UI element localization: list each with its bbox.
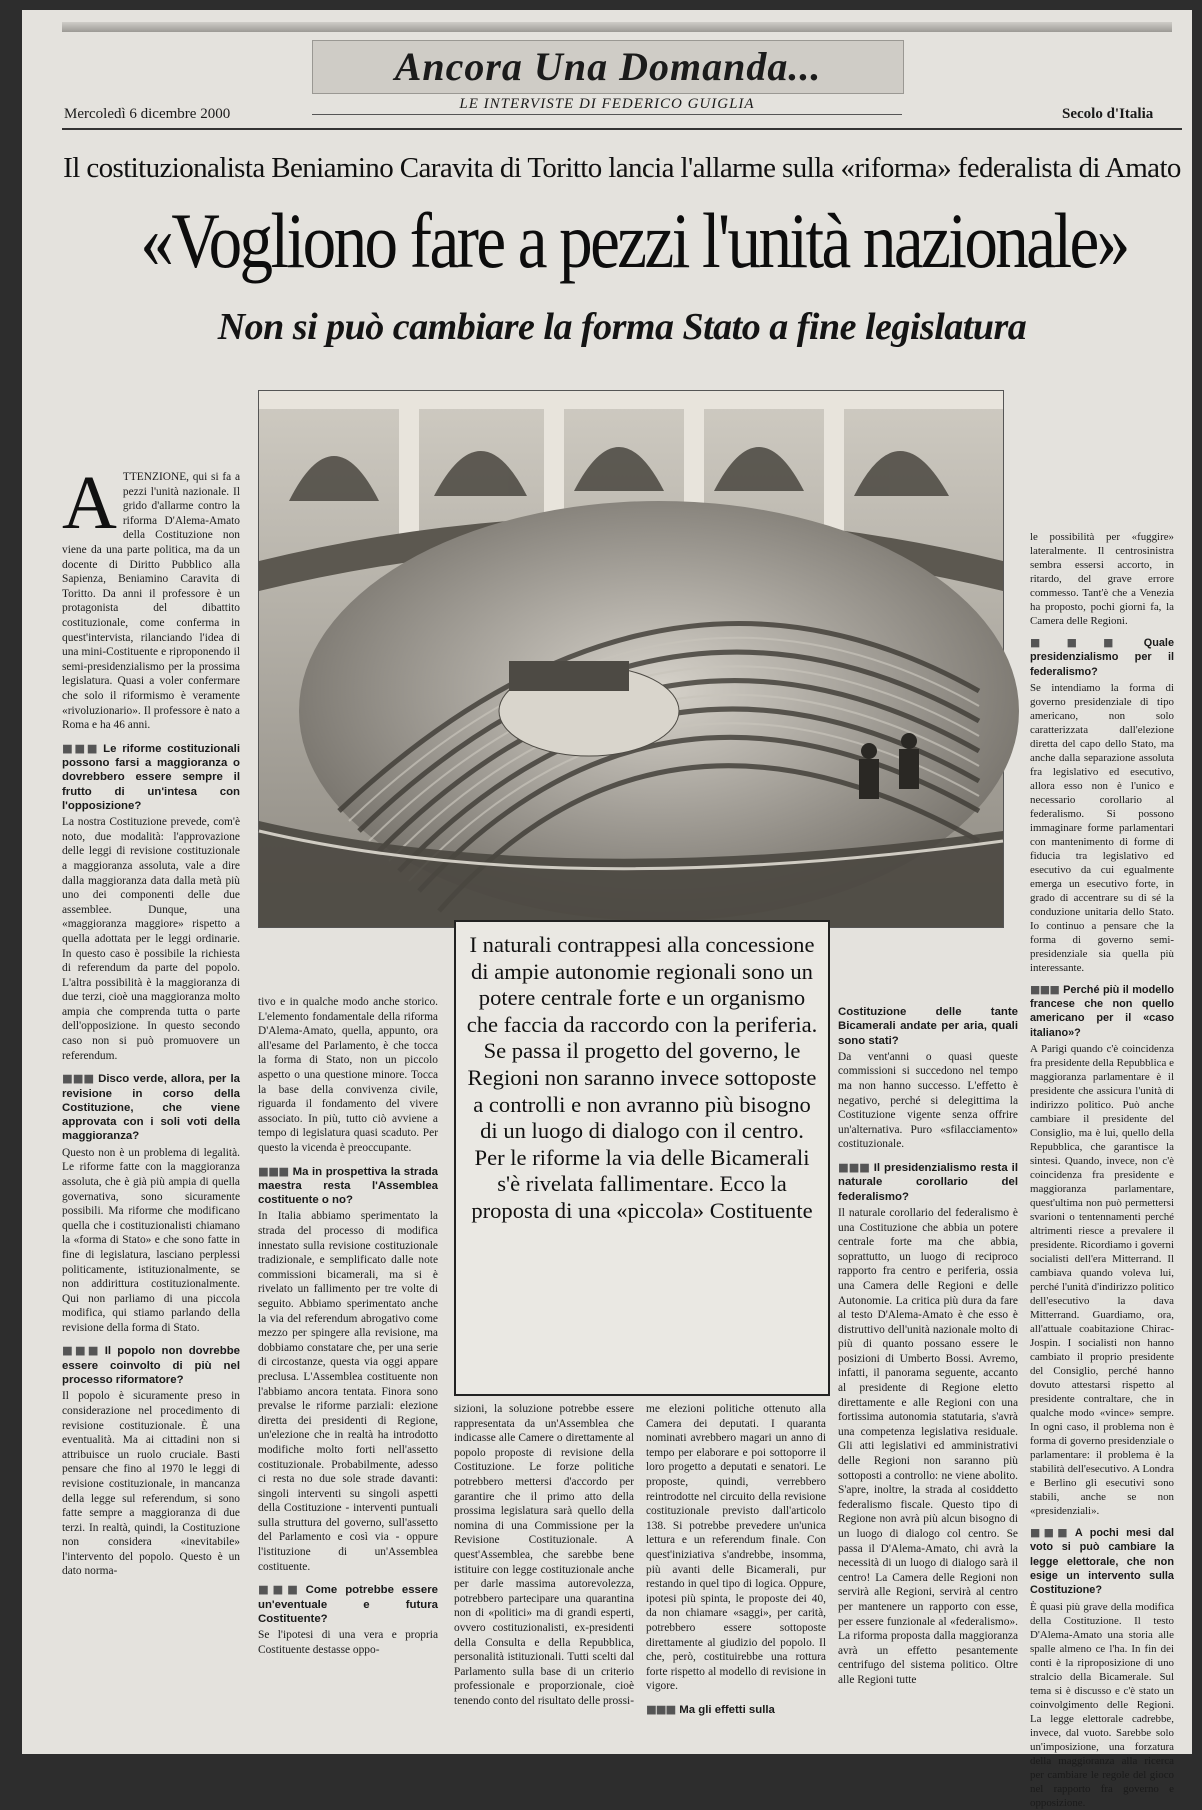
question-marker-icon: ■■■	[646, 1701, 676, 1716]
kicker: Il costituzionalista Beniamino Caravita di Toritto lancia l'allarme sulla «riforma» federalista di Amato	[63, 152, 1181, 184]
answer-9: Se intendiamo la forma di governo presidenziale di tipo americano, non solo caratterizzata dall'elezione diretta del capo dello Stato, ma anche dalla separazione assoluta fra legislativo ed esecutivo, allora esso non è l'unico e necessario corollario al federalismo. Si possono immaginare forme parlamentari con mantenimento di forme di fiducia tra legislativo ed esecutivo da cui egualmente emerga un esecutivo forte, in grado di accentrare su di sé la conduzione unitaria dello Stato. Io continuo a pensare che la forma di governo semi-presidenziale sia quella più interessante.	[1030, 681, 1174, 974]
question-4: ■■■ Ma in prospettiva la strada maestra resta l'Assemblea costituente o no?	[258, 1163, 438, 1207]
article-column-3	[454, 1402, 634, 1742]
question-6: ■■■ Ma gli effetti sulla	[646, 1701, 775, 1716]
question-marker-icon: ■■■	[62, 740, 100, 755]
question-marker-icon: ■■■	[62, 1071, 95, 1086]
question-marker-icon: ■■■	[1030, 636, 1140, 649]
answer-5-continued: sizioni, la soluzione potrebbe essere rappresentata da un'Assemblea che indicasse alle Camere o direttamente al popolo proposte di revisione della Costituzione. Le forze politiche potrebbero mettersi d'accordo per garantire che il primo atto della prossima legislatura sarà quello della nomina di una Commissione per la Revisione Costituzionale. A quest'Assemblea, che sarebbe bene istituire con legge costituzionale anche per darle massima autorevolezza, potrebbero partecipare una quarantina non di «politici» ma di grandi esperti, ovvero costituzionalisti, ex-presidenti della Consulta e della Repubblica, personalità istituzionali. Tutti scelti dal Parlamento sulla base di un criterio professionale e proporzionale, cioè tenendo conto del risultato delle prossi-	[454, 1403, 634, 1707]
parliament-chamber-image	[259, 391, 1003, 927]
article-column-2	[258, 995, 438, 1735]
question-8: ■■■ Il presidenzialismo resta il naturale corollario del federalismo?	[838, 1160, 1018, 1203]
question-2: ■■■ Disco verde, allora, per la revisione in corso della Costituzione, che viene approvata con i soli voti della maggioranza?	[62, 1071, 240, 1143]
dropcap: A	[62, 461, 117, 545]
question-marker-icon: ■■■	[258, 1582, 302, 1597]
dateline: Mercoledì 6 dicembre 2000	[64, 106, 231, 122]
headline: «Vogliono fare a pezzi l'unità nazionale»	[140, 197, 1128, 284]
article-column-1	[62, 461, 240, 1740]
question-9: ■■■ Quale presidenzialismo per il federalismo?	[1030, 636, 1174, 678]
question-7: Costituzione delle tante Bicamerali andate per aria, quali sono stati?	[838, 1006, 1018, 1047]
answer-11: È quasi più grave della modifica della Costituzione. Il testo D'Alema-Amato una storia alle spalle almeno ce l'ha. In fin dei conti è la riproposizione di uno stralcio della Bicamerale. Sul tema si è discusso e c'è stato un coinvolgimento delle Regioni. La legge elettorale cadrebbe, invece, dal vuoto. Sarebbe solo un'imposizione, una forzatura della maggioranza alla ricerca per cambiare le regole del gioco nel rapporto fra governo e opposizione.	[1030, 1600, 1174, 1809]
column-subtitle: LE INTERVISTE DI FEDERICO GUIGLIA	[312, 96, 902, 115]
article-column-6	[1030, 530, 1175, 1809]
answer-2: Questo non è un problema di legalità. Le riforme fatte con la maggioranza assoluta, che è già più ampia di quella governativa, sono sicuramente possibili. Ma riforme che modificano quella che i costituzionalisti chiamano la «forma di Stato» e che sono fatte in fine di legislatura, lasciano perplessi politicamente, istituzionalmente, se non addirittura costituzionalmente. Qui non parliamo di una piccola modifica, qui stiamo parlando della revisione della forma di Stato.	[62, 1146, 240, 1334]
divider	[62, 128, 1182, 130]
parliament-photo	[258, 390, 1004, 928]
newspaper-page	[22, 10, 1192, 1809]
question-3: ■■■ Il popolo non dovrebbe essere coinvolto di più nel processo riformatore?	[62, 1343, 240, 1387]
top-rule	[62, 22, 1172, 32]
question-10: ■■■ Perché più il modello francese che non quello americano per il «caso italiano»?	[1030, 982, 1174, 1039]
newspaper-name: Secolo d'Italia	[1062, 106, 1154, 122]
intro-text: TTENZIONE, qui si fa a pezzi l'unità nazionale. Il grido d'allarme contro la riforma D'Alema-Amato della Costituzione non viene da una parte politica, ma da un docente di Diritto Pubblico alla Sapienza, Beniamino Caravita di Toritto. Da anni il professore è un protagonista del dibattito costituzionale, come conferma in quest'intervista, rilanciando l'idea di una mini-Costituente e riproponendo il semi-presidenzialismo per la prossima legislatura. Quasi a voler confermare che solo il riformismo è veramente «rivoluzionario». Il professore è nato a Roma e ha 46 anni.	[62, 471, 240, 732]
answer-5: Se l'ipotesi di una vera e propria Costituente destasse oppo-	[258, 1629, 438, 1656]
question-marker-icon: ■■■	[258, 1163, 289, 1178]
pull-quote: I naturali contrappesi alla concessione di ampie autonomie regionali sono un potere centrale forte e un organismo che faccia da raccordo con la periferia. Se passa il progetto del governo, le Regioni non saranno invece sottoposte a controlli e non avranno più bisogno di un luogo di dialogo con il centro. Per le riforme la via delle Bicamerali s'è rivelata fallimentare. Ecco la proposta di una «piccola» Costituente	[466, 932, 818, 1223]
question-marker-icon: ■■■	[1030, 1526, 1071, 1540]
question-marker-icon: ■■■	[1030, 982, 1060, 996]
answer-3: Il popolo è sicuramente preso in considerazione nel procedimento di revisione costituzionale. È una eventualità. Ma ai cittadini non si attribuisce un ruolo cruciale. Basti pensare che fino al 1970 le leggi di revisione costituzionale, in mancanza della legge sul referendum, si sono fatte sempre a maggioranza di due terzi. In realtà, quindi, la Costituzione non considera «inevitabile» l'intervento del popolo. Questo è un dato norma-	[62, 1390, 240, 1578]
answer-10: A Parigi quando c'è coincidenza fra presidente della Repubblica e maggioranza parlamentare è il presidente che assicura l'unità di indirizzo politico. Può anche cambiare il presidente del Consiglio, ma è lui, quello della Repubblica, che garantisce la sintesi. Quando, invece, non c'è coincidenza fra presidente e maggioranza parlamentare, quest'ultima non può permettersi svarioni o tentennamenti perché altrimenti riesce a prevalere il presidente. Ricordiamo i governi socialisti dell'era Mitterrand. Il cambiava quando voleva lui, perché l'unità d'indirizzo politico dell'esecutivo la dava Mitterrand. Guardiamo, ora, all'attuale coabitazione Chirac-Jospin. I socialisti non hanno cambiato il proprio presidente del Consiglio, perché hanno dovuto attestarsi rispetto al presidente contraltare, che in qualche modo «vince» sempre. In ogni caso, il problema non è forma di governo presidenziale o parlamentare: il problema è la stabilità dell'esecutivo. A Londra e Berlino gli esecutivi sono stabili, anche se non «presidenziali».	[1030, 1043, 1174, 1518]
answer-5-continued-2: me elezioni politiche ottenuto alla Camera dei deputati. I quaranta nominati avrebbero magari un anno di tempo per elaborare e poi sottoporre il loro progetto a deputati e senatori. Le proposte, quindi, verrebbero reintrodotte nel circuito della revisione costituzionale previsto dall'articolo 138. Si potrebbe prevedere un'unica lettura e un referendum finale. Con quest'iniziativa s'andrebbe, insomma, più avanti delle Bicamerali, pur restando in quel tipo di logica. Oppure, ipotesi più spinta, le proposte dei 40, da non chiamare «saggi», per carità, potrebbero essere sottoposte direttamente al giudizio del popolo. Il che, però, costituirebbe una rottura forte rispetto al modello di revisione in vigore.	[646, 1403, 826, 1693]
article-column-4	[646, 1402, 826, 1742]
answer-1: La nostra Costituzione prevede, com'è noto, due modalità: l'approvazione delle leggi di revisione costituzionale a maggioranza assoluta, vale a dire dalla maggioranza data dalla metà più uno dei componenti delle due assemblee. Dunque, una «maggioranza maggiore» rispetto a quella adottata per le leggi ordinarie. In questo caso è possibile la richiesta di referendum da parte del popolo. L'altra possibilità è la maggioranza di due terzi, cioè una maggioranza molto ampia che comprenda tutta o parte dell'opposizione. In questo secondo caso non si può promuovere un referendum.	[62, 816, 240, 1062]
answer-4: In Italia abbiamo sperimentato la strada del processo di modifica innestato sulla revisione costituzionale tradizionale, e semplificato dalle note commissioni bicamerali, ma si è rivelato un fallimento per tre volte di seguito. Abbiamo sperimentato anche la via del referendum abrogativo come mezzo per spingere alla revisione, ma dobbiamo constatare che, per una serie di circostanze, questa via oggi appare preclusa. L'Assemblea costituente non l'abbiamo ancora tentata. Finora sono prevalse le riforme parziali: elezione diretta dei presidenti di Regione, un'elezione che in realtà ha introdotto modifiche molto forti nell'assetto costituzionale. Probabilmente, adesso ci resta no due sole strade davanti: singoli interventi su singoli aspetti della Costituzione - interventi puntuali sulla struttura del governo, sull'assetto del Parlamento e così via - oppure l'istituzione di un'Assemblea costituente.	[258, 1210, 438, 1573]
question-5: ■■■ Come potrebbe essere un'eventuale e futura Costituente?	[258, 1582, 438, 1625]
column-title: Ancora Una Domanda...	[312, 40, 904, 94]
question-1: ■■■ Le riforme costituzionali possono farsi a maggioranza o dovrebbero essere sempre il frutto di un'intesa con l'opposizione?	[62, 740, 240, 812]
article-column-5	[838, 1005, 1018, 1745]
question-11: ■■■ A pochi mesi dal voto si può cambiare la legge elettorale, che non esige un intervento sulla Costituzione?	[1030, 1526, 1175, 1597]
answer-3-continued: tivo e in qualche modo anche storico. L'elemento fondamentale della riforma D'Alema-Amato, quella, appunto, ora all'esame del Parlamento, è che tocca la forma di Stato, non un piccolo aspetto o una questione minore. Tocca la base della convivenza civile, riguarda il fondamento del vivere associato. In più, tutto ciò avviene a tempo di legislatura quasi scaduto. Per questo la vicenda è preoccupante.	[258, 996, 438, 1154]
answer-8: Il naturale corollario del federalismo è una Costituzione che abbia un potere centrale forte ma che abbia, soprattutto, un luogo di reciproco rapporto fra centro e periferia, ossia una Camera delle Regioni e delle Autonomie. La critica più dura da fare al testo D'Alema-Amato è che esso è distruttivo dell'unità nazionale molto di più di quanto possano essere le posizioni di Umberto Bossi. Avremo, infatti, il panorama seguente, accanto al presidente di Regione eletto direttamente e alle Regioni con una fortissima autonomia statutaria, s'avrà una competenza legislativa residuale. Gli atti legislativi ed amministrativi delle Regioni non saranno più sottoposti a controllo: ne viene abolito. S'apre, inoltre, la strada al cosiddetto federalismo fiscale. Questo tipo di Regione non avrà più alcun bisogno di un luogo di dialogo col centro. Se passa il D'Alema-Amato, chi avrà la necessità di un luogo di dialogo sarà il centro! La Camera delle Regioni non servirà alle Regioni, servirà al centro per mantenere un rapporto con esse, per essere funzionale al «federalismo». La riforma proposta dalla maggioranza avrà un effetto pesantemente centrifugo del sistema politico. Oltre alle Regioni tutte	[838, 1206, 1018, 1686]
question-marker-icon: ■■■	[838, 1160, 870, 1175]
pull-quote-box	[454, 920, 830, 1396]
answer-7: Da vent'anni o quasi queste commissioni si succedono nel tempo ma non hanno successo. L'effetto è negativo, perché si delegittima la Costituzione vigente senza offrire un'alternativa. Puro «sfilacciamento» costituzionale.	[838, 1050, 1018, 1151]
question-marker-icon: ■■■	[62, 1343, 101, 1358]
column-masthead	[312, 40, 902, 112]
answer-8-continued: le possibilità per «fuggire» lateralmente. Il centrosinistra sembra essersi accorto, in ritardo, del grave errore commesso. Tant'è che a Venezia ha proposto, pochi giorni fa, la Camera delle Regioni.	[1030, 531, 1174, 627]
subheadline: Non si può cambiare la forma Stato a fine legislatura	[217, 306, 1027, 348]
